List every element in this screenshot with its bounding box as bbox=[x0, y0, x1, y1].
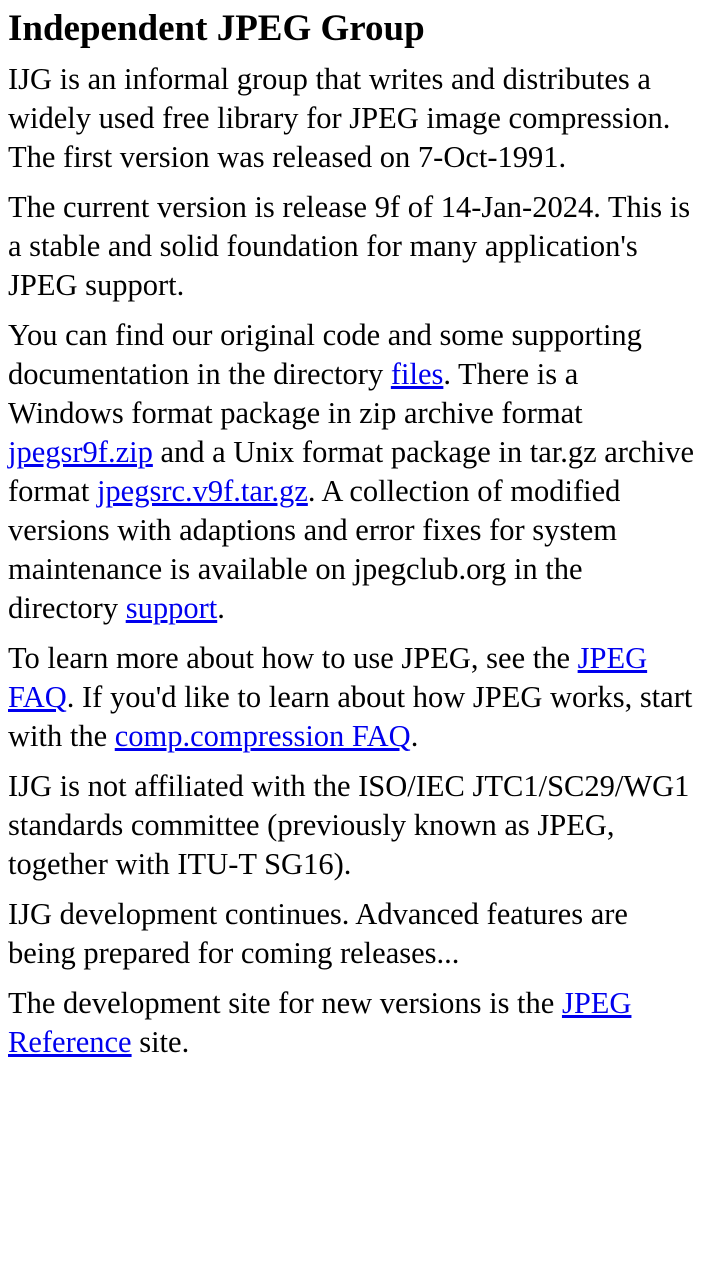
downloads-text-3: and a Unix format package in tar.gz archive format bbox=[8, 435, 694, 508]
page-content bbox=[0, 8, 708, 1062]
files-link[interactable]: files bbox=[390, 357, 444, 391]
faq-text-3: . bbox=[410, 719, 419, 753]
affiliation-paragraph: IJG is not affiliated with the ISO/IEC JTC1/SC29/WG1 standards committee (previously known as JPEG, together with ITU-T SG16). bbox=[8, 769, 690, 881]
development-paragraph: IJG development continues. Advanced features are being prepared for coming releases... bbox=[8, 897, 628, 970]
faq-text-1: To learn more about how to use JPEG, see the bbox=[8, 641, 578, 675]
support-link[interactable]: support bbox=[125, 591, 218, 625]
jpeg-faq-link[interactable]: JPEG FAQ bbox=[8, 641, 648, 714]
page-title: Independent JPEG Group bbox=[8, 8, 425, 49]
comp-compression-faq-link[interactable]: comp.compression FAQ bbox=[114, 719, 411, 753]
downloads-text-4: . A collection of modified versions with adaptions and error fixes for system maintenance is available on jpegclub.org in the directory bbox=[8, 474, 621, 625]
jpegsr9f-zip-link[interactable]: jpegsr9f.zip bbox=[8, 435, 153, 469]
jpeg-reference-link[interactable]: JPEG Reference bbox=[8, 986, 632, 1059]
reference-text-2: site. bbox=[131, 1025, 190, 1059]
downloads-text-2: . There is a Windows format package in zip archive format bbox=[8, 357, 583, 430]
jpegsrc-targz-link[interactable]: jpegsrc.v9f.tar.gz bbox=[96, 474, 308, 508]
faq-text-2: . If you'd like to learn about how JPEG works, start with the bbox=[8, 680, 693, 753]
reference-text-1: The development site for new versions is the bbox=[8, 986, 562, 1020]
downloads-paragraph bbox=[8, 316, 700, 628]
reference-site-paragraph bbox=[8, 984, 700, 1062]
faq-paragraph bbox=[8, 639, 700, 756]
downloads-text-1: You can find our original code and some supporting documentation in the directory bbox=[8, 318, 642, 391]
current-version-paragraph: The current version is release 9f of 14-Jan-2024. This is a stable and solid foundation for many application's JPEG support. bbox=[8, 190, 691, 302]
downloads-text-5: . bbox=[217, 591, 225, 625]
intro-paragraph: IJG is an informal group that writes and distributes a widely used free library for JPEG image compression. The first version was released on 7-Oct-1991. bbox=[8, 62, 671, 174]
